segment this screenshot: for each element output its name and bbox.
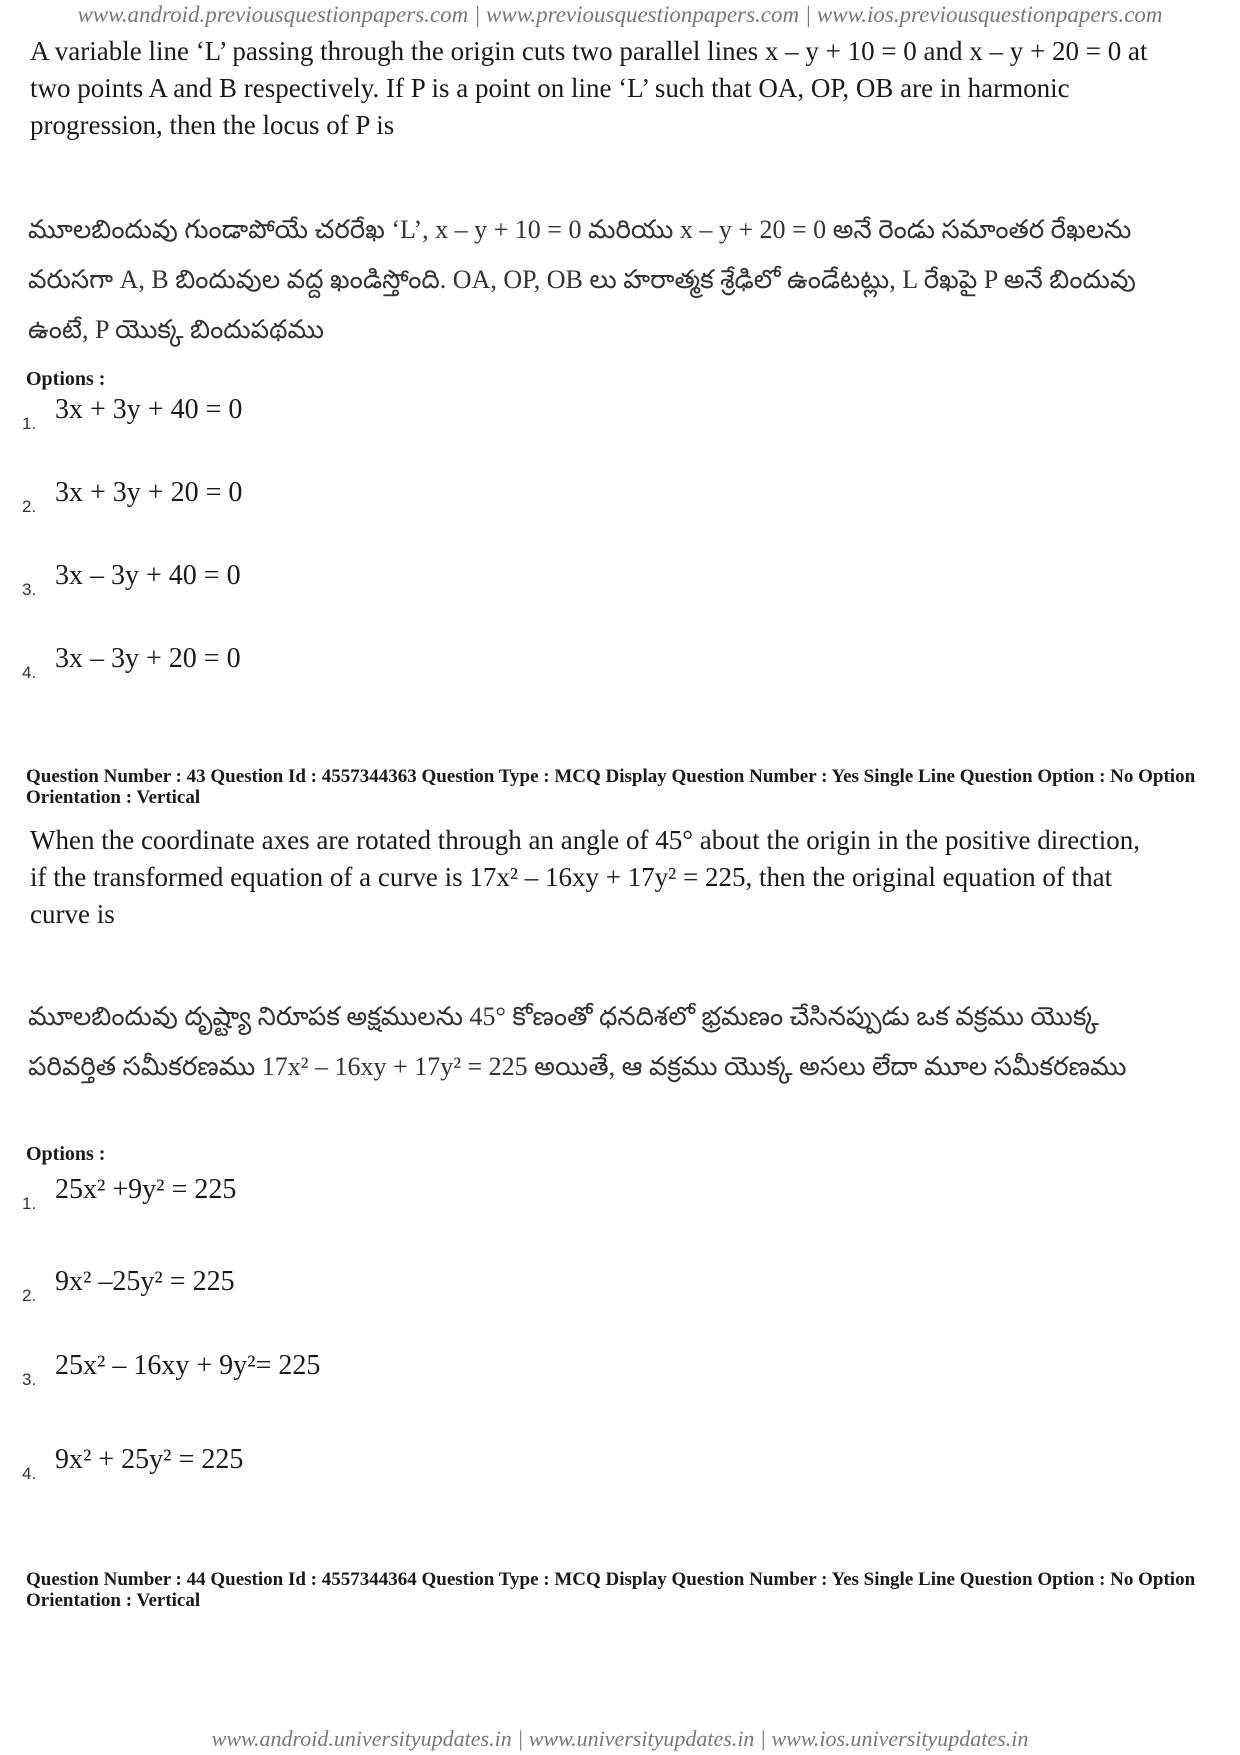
option-equation: 25x² – 16xy + 9y²= 225 bbox=[55, 1350, 321, 1381]
option-number: 1. bbox=[22, 414, 37, 433]
question-42-telugu: మూలబిందువు గుండాపోయే చరరేఖ ‘L’, x – y + 10 = 0 మరియు x – y + 20 = 0 అనే రెండు సమాంతర రేఖలను వరుసగా A, B బిందువుల వద్ద ఖండిస్తోంది. OA, OP, OB లు హరాత్మక శ్రేఢిలో ఉండేటట్లు, L రేఖపై P అనే బిందువు ఉంటే, P యొక్క బిందుపథము bbox=[28, 215, 1136, 344]
option-equation: 3x + 3y + 20 = 0 bbox=[55, 477, 243, 508]
option-equation: 9x² –25y² = 225 bbox=[55, 1266, 235, 1297]
question-43-telugu: మూలబిందువు దృష్ట్యా నిరూపక అక్షములను 45° కోణంతో ధనదిశలో భ్రమణం చేసినప్పుడు ఒక వక్రము యొక్క పరివర్తిత సమీకరణము 17x² – 16xy + 17y² = 225 అయితే, ఆ వక్రము యొక్క అసలు లేదా మూల సమీకరణము bbox=[28, 1002, 1127, 1081]
option-equation: 3x – 3y + 20 = 0 bbox=[55, 643, 241, 674]
option-number: 2. bbox=[22, 1286, 37, 1305]
option-number: 3. bbox=[22, 1370, 37, 1389]
option-number: 4. bbox=[22, 663, 37, 682]
question-44-meta: Question Number : 44 Question Id : 4557344364 Question Type : MCQ Display Question Number : Yes Single Line Question Option : No Option Orientation : Vertical bbox=[26, 1569, 1196, 1611]
options-label: Options : bbox=[26, 1143, 106, 1165]
question-43-english: When the coordinate axes are rotated through an angle of 45° about the origin in the positive direction, if the transformed equation of a curve is 17x² – 16xy + 17y² = 225, then the original equation of that curve is bbox=[30, 825, 1140, 929]
option-number: 2. bbox=[22, 497, 37, 516]
option-number: 4. bbox=[22, 1464, 37, 1483]
question-43-meta: Question Number : 43 Question Id : 4557344363 Question Type : MCQ Display Question Number : Yes Single Line Question Option : No Option Orientation : Vertical bbox=[26, 766, 1196, 808]
header-watermark: www.android.previousquestionpapers.com | www.previousquestionpapers.com | www.ios.previousquestionpapers.com bbox=[77, 2, 1163, 27]
option-equation: 3x + 3y + 40 = 0 bbox=[55, 394, 243, 425]
question-42-english: A variable line ‘L’ passing through the origin cuts two parallel lines x – y + 10 = 0 and x – y + 20 = 0 at two points A and B respectively. If P is a point on line ‘L’ such that OA, OP, OB are in harmonic progression, then the locus of P is bbox=[30, 36, 1148, 140]
option-equation: 25x² +9y² = 225 bbox=[55, 1174, 237, 1205]
option-number: 3. bbox=[22, 580, 37, 599]
options-label: Options : bbox=[26, 368, 106, 390]
option-equation: 3x – 3y + 40 = 0 bbox=[55, 560, 241, 591]
footer-watermark: www.android.universityupdates.in | www.universityupdates.in | www.ios.universityupdates.in bbox=[211, 1726, 1029, 1751]
option-equation: 9x² + 25y² = 225 bbox=[55, 1444, 244, 1475]
option-number: 1. bbox=[22, 1194, 37, 1213]
